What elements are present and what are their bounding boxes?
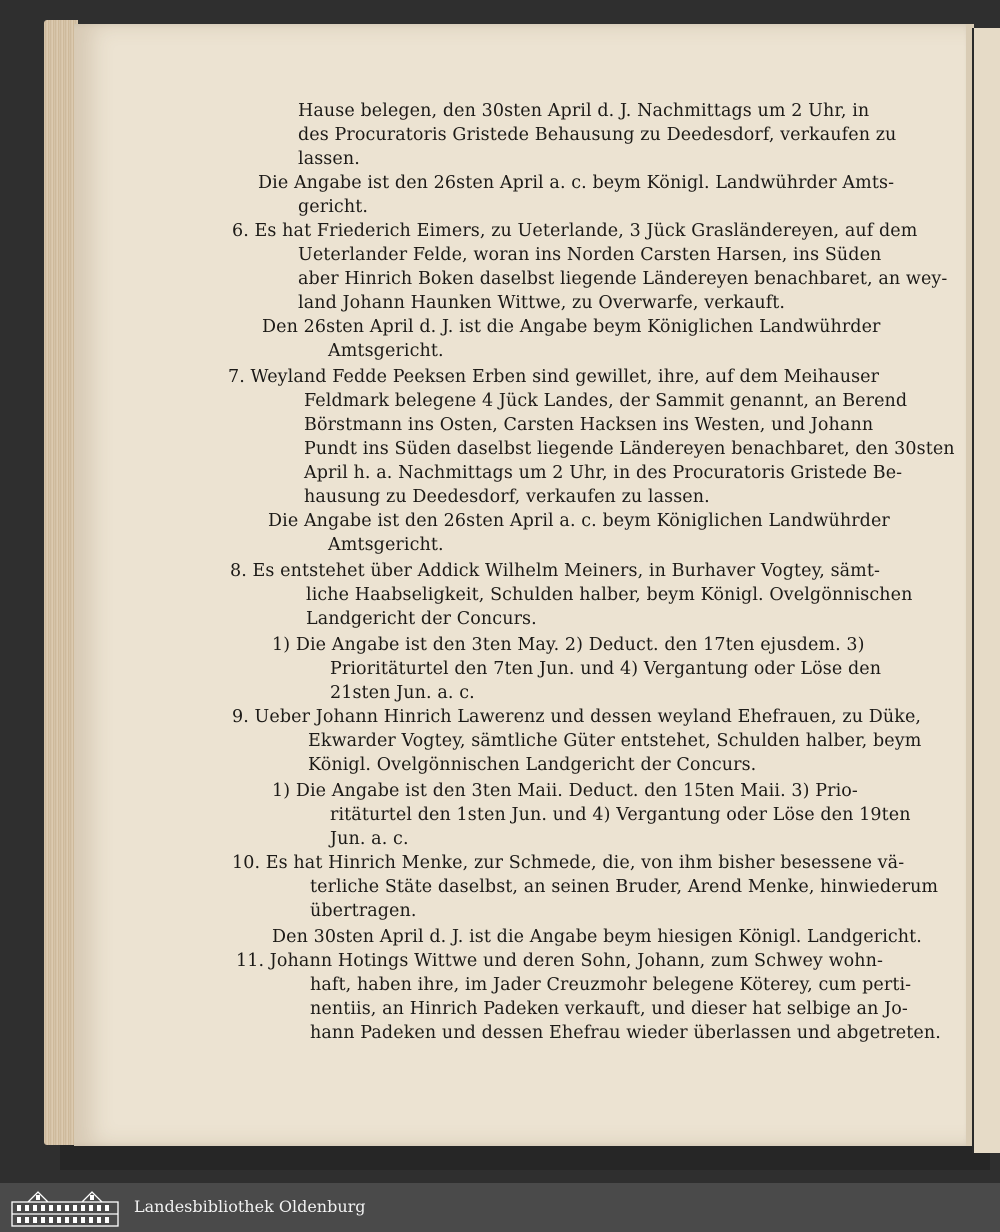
text-line: Börstmann ins Osten, Carsten Hacksen ins Westen, und Johann [304, 415, 874, 435]
text-line: Amtsgericht. [328, 535, 444, 555]
text-line: Amtsgericht. [328, 341, 444, 361]
text-line: 7. Weyland Fedde Peeksen Erben sind gewillet, ihre, auf dem Meihauser [228, 367, 880, 387]
text-line: Die Angabe ist den 26sten April a. c. beym Königlichen Landwührder [268, 511, 890, 531]
text-line: 10. Es hat Hinrich Menke, zur Schmede, die, von ihm bisher besessene vä- [232, 853, 905, 873]
text-line: 1) Die Angabe ist den 3ten May. 2) Deduct. den 17ten ejusdem. 3) [272, 635, 865, 655]
text-line: terliche Stäte daselbst, an seinen Bruder, Arend Menke, hinwiederum [310, 877, 939, 897]
text-line: Ekwarder Vogtey, sämtliche Güter entstehet, Schulden halber, beym [308, 731, 922, 751]
text-line: 9. Ueber Johann Hinrich Lawerenz und dessen weyland Ehefrauen, zu Düke, [232, 707, 922, 727]
text-line: Pundt ins Süden daselbst liegende Ländereyen benachbaret, den 30sten [304, 439, 955, 459]
text-line: Feldmark belegene 4 Jück Landes, der Sammit genannt, an Berend [304, 391, 908, 411]
text-line: 11. Johann Hotings Wittwe und deren Sohn, Johann, zum Schwey wohn- [236, 951, 884, 971]
library-building-logo-icon [8, 1188, 122, 1228]
footer-bar [0, 1183, 1000, 1232]
text-line: aber Hinrich Boken daselbst liegende Ländereyen benachbaret, an wey- [298, 269, 948, 289]
text-line: land Johann Haunken Wittwe, zu Overwarfe, verkauft. [298, 293, 786, 313]
text-line: 21sten Jun. a. c. [330, 683, 475, 703]
library-name[interactable]: Landesbibliothek Oldenburg [134, 1197, 366, 1216]
text-line: übertragen. [310, 901, 417, 921]
text-line: 1) Die Angabe ist den 3ten Maii. Deduct. den 15ten Maii. 3) Prio- [272, 781, 858, 801]
text-line: ritäturtel den 1sten Jun. und 4) Vergantung oder Löse den 19ten [330, 805, 911, 825]
text-line: Hause belegen, den 30sten April d. J. Nachmittags um 2 Uhr, in [298, 101, 870, 121]
text-line: April h. a. Nachmittags um 2 Uhr, in des Procuratoris Gristede Be- [304, 463, 903, 483]
text-line: haft, haben ihre, im Jader Creuzmohr belegene Köterey, cum perti- [310, 975, 912, 995]
text-line: Den 26sten April d. J. ist die Angabe beym Königlichen Landwührder [262, 317, 881, 337]
text-line: 8. Es entstehet über Addick Wilhelm Meiners, in Burhaver Vogtey, sämt- [230, 561, 881, 581]
text-line: Königl. Ovelgönnischen Landgericht der Concurs. [308, 755, 757, 775]
text-line: Die Angabe ist den 26sten April a. c. beym Königl. Landwührder Amts- [258, 173, 895, 193]
text-line: hann Padeken und dessen Ehefrau wieder überlassen und abgetreten. [310, 1023, 941, 1043]
text-line: des Procuratoris Gristede Behausung zu Deedesdorf, verkaufen zu [298, 125, 897, 145]
text-line: Prioritäturtel den 7ten Jun. und 4) Vergantung oder Löse den [330, 659, 882, 679]
text-line: Jun. a. c. [330, 829, 409, 849]
text-line: Landgericht der Concurs. [306, 609, 537, 629]
text-line: Ueterlander Felde, woran ins Norden Carsten Harsen, ins Süden [298, 245, 882, 265]
text-line: gericht. [298, 197, 368, 217]
text-line: nentiis, an Hinrich Padeken verkauft, und dieser hat selbige an Jo- [310, 999, 908, 1019]
text-line: Den 30sten April d. J. ist die Angabe beym hiesigen Königl. Landgericht. [272, 927, 922, 947]
text-line: 6. Es hat Friederich Eimers, zu Ueterlande, 3 Jück Grasländereyen, auf dem [232, 221, 918, 241]
text-line: hausung zu Deedesdorf, verkaufen zu lassen. [304, 487, 710, 507]
text-line: lassen. [298, 149, 360, 169]
text-line: liche Haabseligkeit, Schulden halber, beym Königl. Ovelgönnischen [306, 585, 913, 605]
